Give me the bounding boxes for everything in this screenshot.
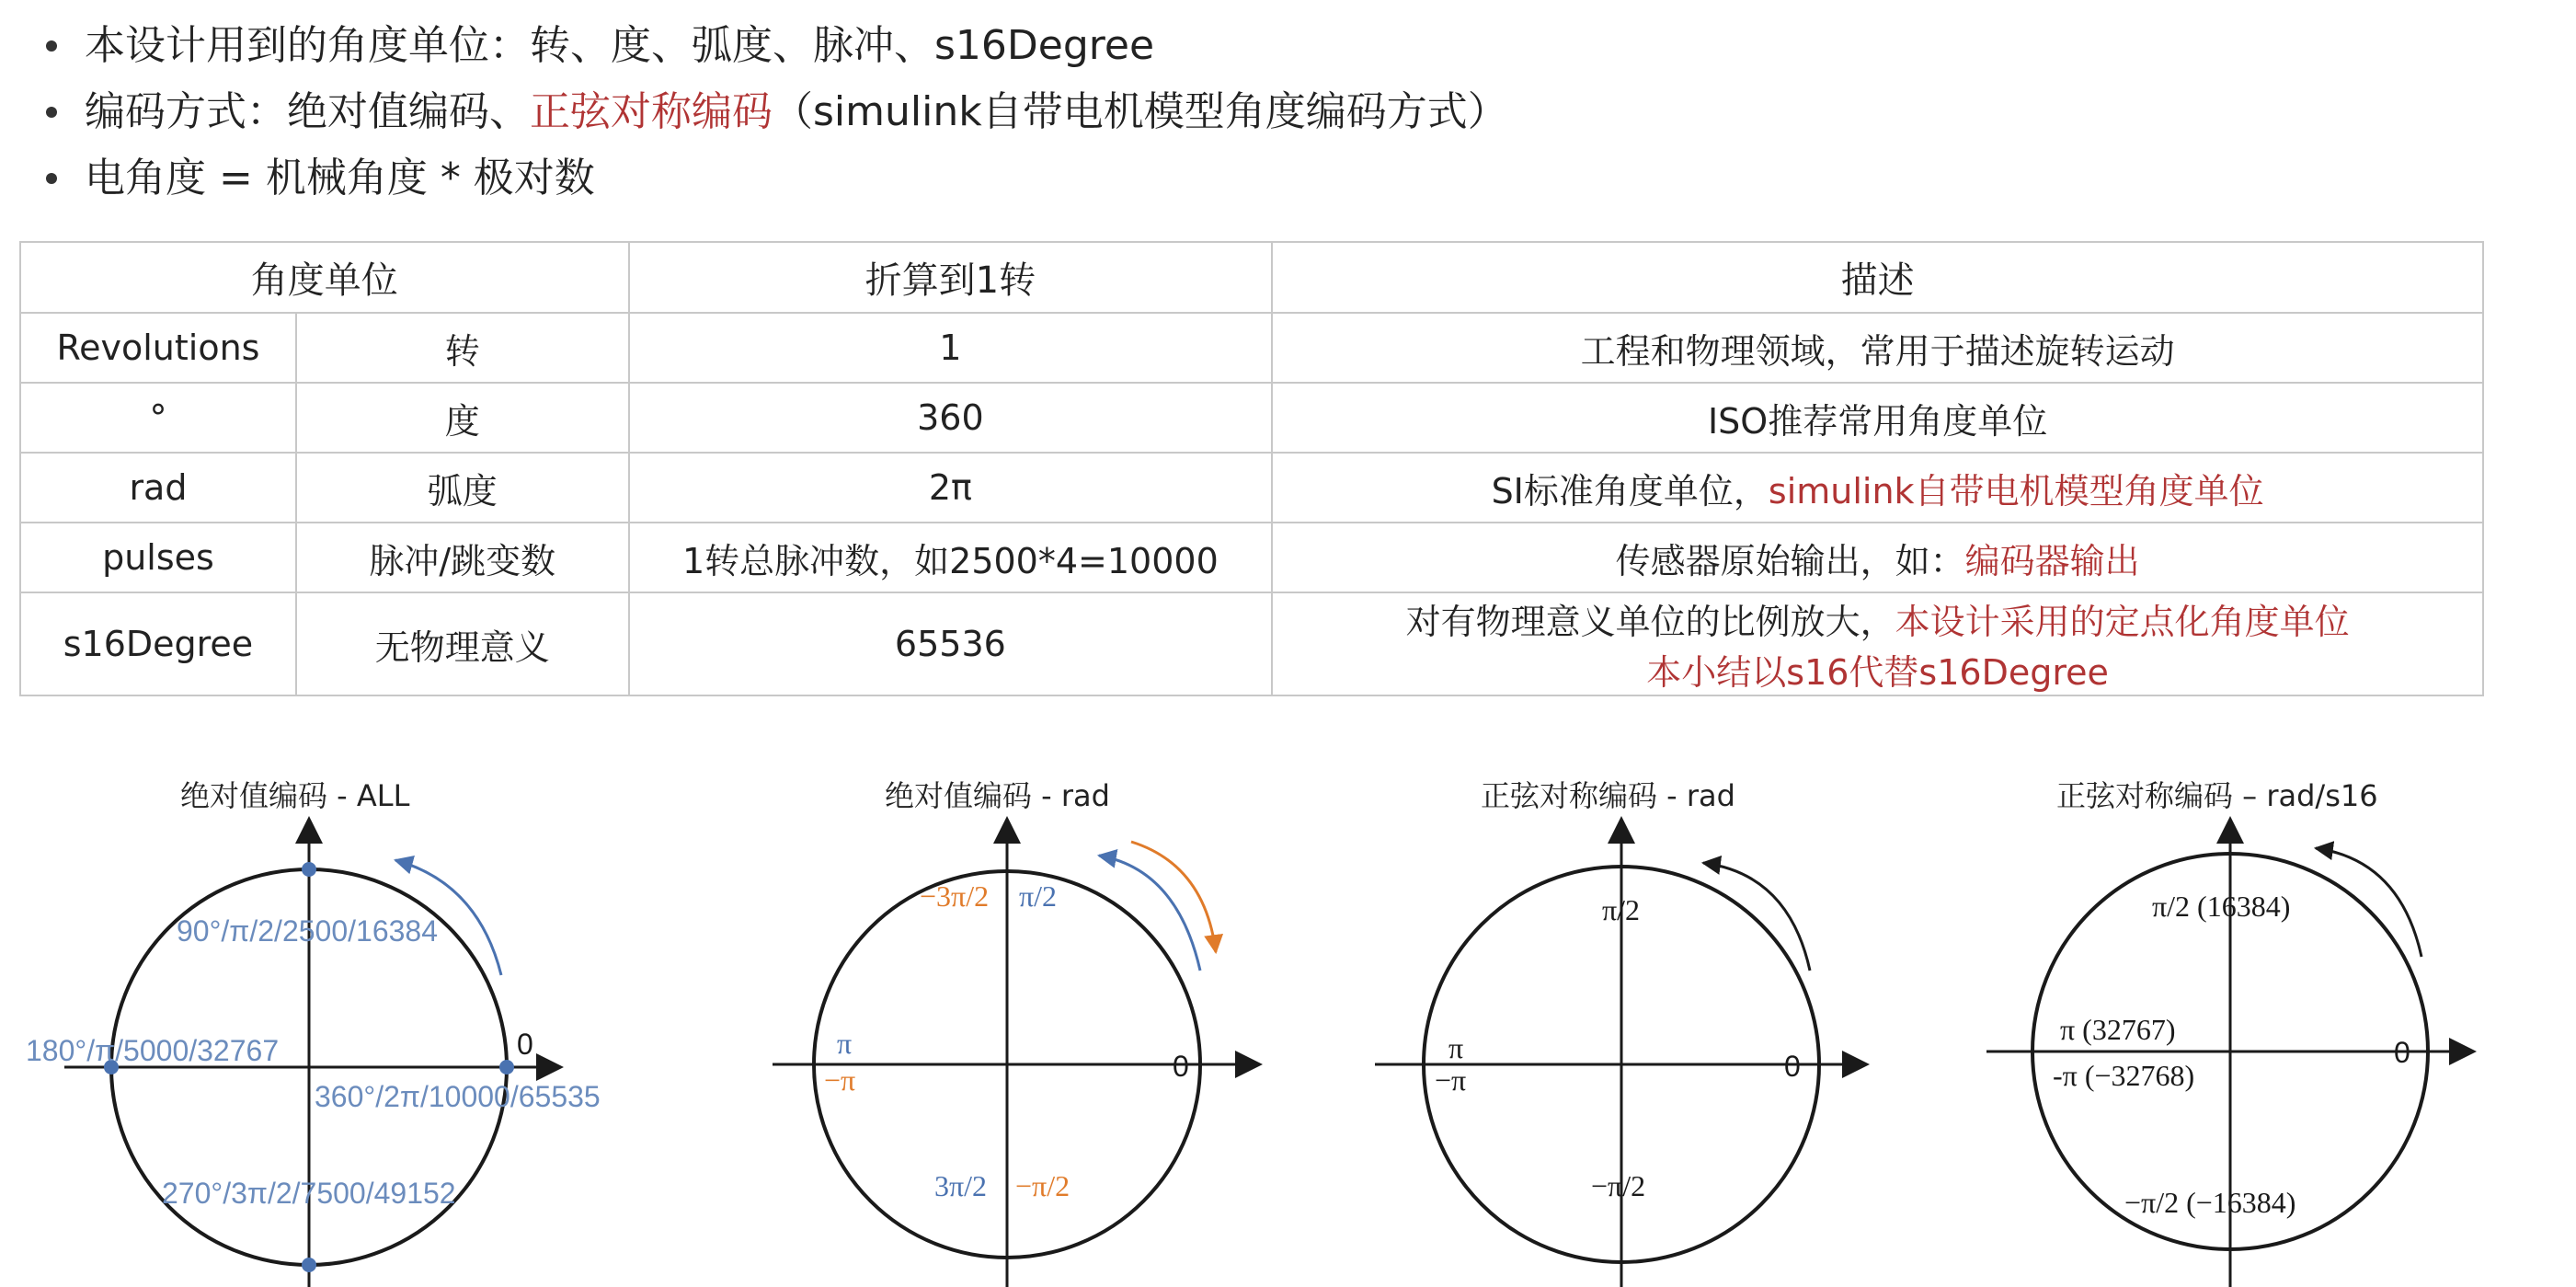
label-360: 360°/2π/10000/65535 xyxy=(315,1080,601,1113)
point-marker xyxy=(499,1060,514,1074)
cell-per-rev: 1 xyxy=(629,313,1273,383)
label-zero: 0 xyxy=(517,1028,533,1061)
diagram-title: 绝对值编码 - ALL xyxy=(180,778,410,813)
label-neg-pi-2: −π/2 xyxy=(1015,1169,1070,1202)
cell-symbol: s16Degree xyxy=(20,592,296,695)
cell-name: 脉冲/跳变数 xyxy=(296,523,629,592)
ccw-arrow-icon xyxy=(2316,848,2421,957)
diagram-title: 绝对值编码 - rad xyxy=(885,778,1110,813)
label-pi-2: π/2 xyxy=(1602,893,1641,926)
label-pi-2: π/2 xyxy=(1019,879,1058,913)
desc-text: 工程和物理领域，常用于描述旋转运动 xyxy=(1580,330,2175,372)
bullet-text: 编码方式：绝对值编码、 xyxy=(85,88,530,135)
label-3pi-2: 3π/2 xyxy=(934,1169,988,1202)
point-marker xyxy=(302,862,316,877)
label-pi: π (32767) xyxy=(2060,1013,2176,1046)
desc-text: 对有物理意义单位的比例放大， xyxy=(1405,602,1895,642)
label-neg-pi-2: −π/2 (−16384) xyxy=(2124,1186,2296,1219)
cell-symbol: Revolutions xyxy=(20,313,296,383)
diagram-title: 正弦对称编码 – rad/s16 xyxy=(2056,778,2378,813)
diagram-title: 正弦对称编码 - rad xyxy=(1481,778,1735,813)
desc-highlight: 本小结以s16代替s16Degree xyxy=(1646,652,2109,693)
ccw-arrow-icon xyxy=(1099,856,1200,971)
desc-highlight: 本设计采用的定点化角度单位 xyxy=(1895,602,2350,642)
cw-arrow-icon xyxy=(1131,842,1216,952)
label-zero: 0 xyxy=(1784,1050,1801,1083)
cell-name: 无物理意义 xyxy=(296,592,629,695)
desc-text: ISO推荐常用角度单位 xyxy=(1707,400,2048,442)
label-pi-2: π/2 (16384) xyxy=(2152,890,2291,923)
cell-name: 转 xyxy=(296,313,629,383)
diagram-absolute-rad xyxy=(773,819,1260,1287)
label-zero: 0 xyxy=(1173,1050,1189,1083)
cell-per-rev: 2π xyxy=(629,453,1273,523)
cell-per-rev: 1转总脉冲数，如2500*4=10000 xyxy=(629,523,1273,592)
cell-symbol: pulses xyxy=(20,523,296,592)
cell-symbol: rad xyxy=(20,453,296,523)
label-neg-pi: -π (−32768) xyxy=(2053,1059,2195,1092)
label-pi: π xyxy=(1448,1031,1464,1064)
label-180: 180°/π/5000/32767 xyxy=(26,1034,280,1067)
cell-name: 弧度 xyxy=(296,453,629,523)
point-marker xyxy=(302,1258,316,1272)
cell-per-rev: 65536 xyxy=(629,592,1273,695)
label-90: 90°/π/2/2500/16384 xyxy=(177,914,438,948)
bullet-text: 电角度 = 机械角度 * 极对数 xyxy=(85,155,595,201)
header-per-rev: 折算到1转 xyxy=(629,242,1273,313)
cell-per-rev: 360 xyxy=(629,383,1273,453)
ccw-arrow-icon xyxy=(1703,863,1810,971)
bullet-text: 本设计用到的角度单位：转、度、弧度、脉冲、s16Degree xyxy=(85,22,1155,69)
label-pi: π xyxy=(837,1027,853,1060)
header-unit: 角度单位 xyxy=(20,242,629,313)
diagram-sine-s16 xyxy=(1986,819,2474,1287)
header-desc: 描述 xyxy=(1272,242,2483,313)
label-zero: 0 xyxy=(2394,1036,2410,1069)
label-neg-pi: −π xyxy=(1435,1063,1467,1097)
desc-text: SI标准角度单位， xyxy=(1491,470,1769,511)
bullet-text: （simulink自带电机模型角度编码方式） xyxy=(773,88,1508,135)
desc-highlight: simulink自带电机模型角度单位 xyxy=(1768,470,2264,511)
label-neg-3pi-2: −3π/2 xyxy=(920,879,990,913)
bullet-text-highlight: 正弦对称编码 xyxy=(530,88,773,135)
desc-text: 传感器原始输出，如： xyxy=(1615,540,1965,581)
label-270: 270°/3π/2/7500/49152 xyxy=(162,1177,456,1210)
label-neg-pi-2: −π/2 xyxy=(1591,1169,1646,1202)
diagram-sine-rad xyxy=(1375,819,1867,1287)
diagram-absolute-all xyxy=(26,819,601,1287)
desc-highlight: 编码器输出 xyxy=(1964,540,2140,581)
cell-name: 度 xyxy=(296,383,629,453)
cell-symbol: ° xyxy=(20,383,296,453)
label-neg-pi: −π xyxy=(824,1063,856,1097)
